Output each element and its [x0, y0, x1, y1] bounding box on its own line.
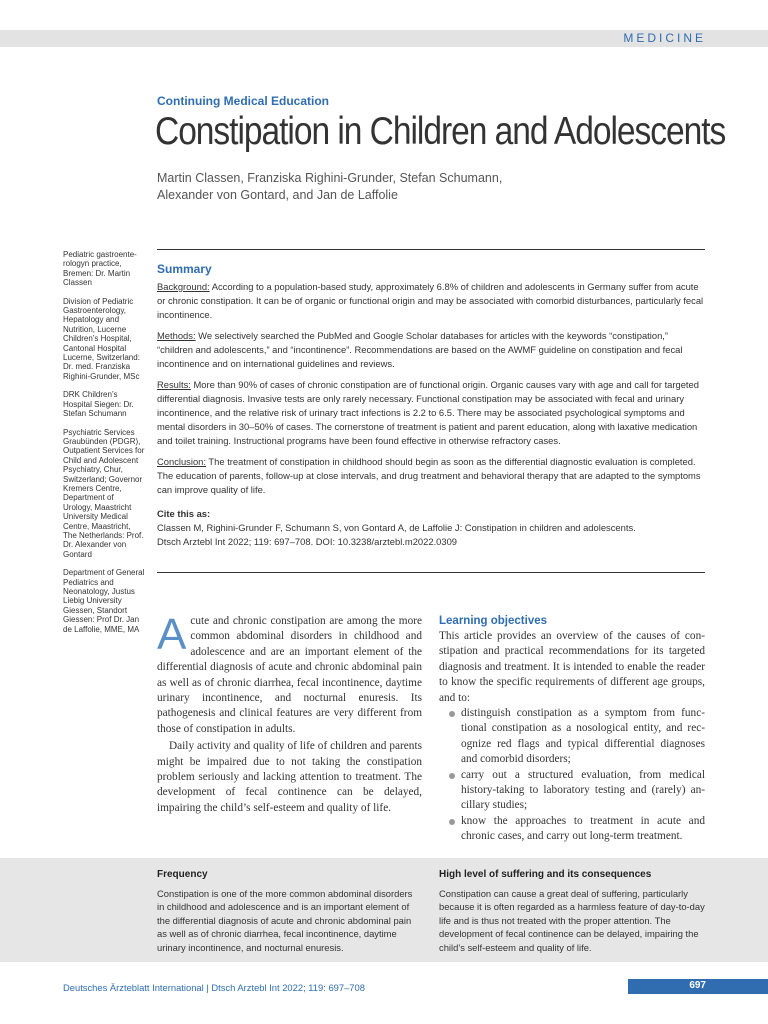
footer-citation: Dtsch Arztebl Int 2022; 119: 697–708 [211, 982, 365, 993]
intro-paragraph [157, 610, 422, 737]
body-paragraph: Daily activity and quality of life of children and parents might be impaired due to not taking the constipation problem seriously and lacking attention to treatment. The development of fecal continence can be delayed, impairing the child’s self-esteem and quality of life. [157, 740, 422, 814]
results-text: More than 90% of cases of chronic constipation are of functional origin. Organic causes vary with age and call for targeted differential diagnosis. Invasive tests are only rarely necessary. Functional constipation may be associated with fecal and urinary incontinence, and the relative risk of urinary tract infections is 2.2 to 6.5. There may be associated psychological symptoms and mental disorders in 30–50% of cases. The cornerstone of treatment is patient and parent education, along with laxative medication and toilet training. Instructional programs have been found effective in otherwise refractory cases. [157, 379, 699, 446]
affiliation: Psychiatric Services Graubünden (PDGR), Outpatient Services for Child and Adolescent Psychiatry, Chur, Switzerland; Governor Kremers Centre, Department of Urology, Maastricht University Medical Centre, Maastricht, The Netherlands: Prof. Dr. Alexander von Gontard [63, 427, 145, 559]
affiliation: DRK Children’s Hospital Siegen: Dr. Stefan Schumann [63, 390, 134, 419]
bullet-icon [449, 819, 455, 825]
frequency-title: Frequency [157, 869, 208, 880]
footer-separator: | [206, 982, 209, 993]
affiliation: Department of General Pediatrics and Neonatology, Justus Liebig University Giessen, Standort Giessen: Prof Dr. Jan de Laffolie, MME, MA [63, 568, 145, 634]
list-item [461, 814, 705, 845]
conclusion-text: The treatment of constipation in childhood should begin as soon as the differential diagnostic evaluation is completed. The education of parents, follow-up at close intervals, and drug treatment and behavioral therapy that are adapted to the symptoms can improve quality of life. [157, 456, 701, 495]
frequency-text: Constipation is one of the more common abdominal disorders in childhood and adolescence and is an important element of the differential diagnosis of acute and chronic abdominal pain as well as of chronic diarrhea, fecal incontinence, daytime urinary incontinence, and nocturnal enuresis. [157, 887, 413, 953]
summary-abstract [157, 280, 705, 549]
learning-objectives-list [439, 706, 705, 845]
cite-line-1: Classen M, Righini-Grunder F, Schumann S, von Gontard A, de Laffolie J: Constipation in children and adolescents. [157, 522, 636, 533]
series-label: Continuing Medical Education [157, 94, 329, 108]
objective-text: distinguish constipation as a symptom from functional constipation as a nosological entity, and recognize red flags and typical differential diagnoses and comorbid disorders; [461, 707, 705, 766]
suffering-text: Constipation can cause a great deal of suffering, particularly because it is often regarded as a harmless feature of day-to-day life and is thus not treated with the proper attention. The development of fecal continence can be delayed, impairing the child’s self-esteem and quality of life. [439, 887, 705, 953]
affiliation: Division of Pediatric Gastroenterology, Hepatology and Nutrition, Lucerne Children’s Hospital, Cantonal Hospital Lucerne, Switzerland: Dr. med. Franziska Righini-Grunder, MSc [63, 296, 140, 381]
footer-journal: Deutsches Ärzteblatt International [63, 982, 204, 993]
learning-objectives-title: Learning objectives [439, 615, 548, 627]
summary-top-rule [157, 249, 705, 250]
summary-results [157, 378, 705, 448]
page-number-box [628, 979, 768, 994]
background-text: According to a population-based study, approximately 6.8% of children and adolescents in Germany suffer from acute or chronic constipation. It can be of organic or functional origin and may be associated with comorbid disturbances, particularly fecal incontinence. [157, 281, 704, 320]
authors-line-1: Martin Classen, Franziska Righini-Grunder, Stefan Schumann, [157, 171, 503, 185]
summary-background [157, 280, 705, 322]
author-list [157, 170, 677, 204]
objective-text: carry out a structured evaluation, from medical history-taking to laboratory testing and (rarely) ancillary studies; [461, 768, 705, 812]
suffering-box [439, 868, 705, 954]
summary-conclusion [157, 455, 705, 497]
cite-label: Cite this as: [157, 508, 211, 519]
affiliations-sidebar [63, 250, 145, 643]
page-footer [63, 982, 365, 993]
conclusion-label: Conclusion: [157, 456, 206, 467]
section-label: MEDICINE [623, 31, 706, 45]
suffering-title: High level of suffering and its consequences [439, 869, 652, 880]
list-item [461, 706, 705, 768]
body-column-left [157, 610, 422, 816]
summary-title: Summary [157, 262, 212, 276]
intro-text: cute and chronic constipation are among the more common abdominal disorders in childhood and adolescence and are an important element of the differential diagnosis of acute and chronic abdominal pain as well as of chronic diarrhea, fecal incontinence, daytime urinary incontinence, and nocturnal enuresis. Its pathogenesis and clinical features are very different from those of constipation in adults. [157, 615, 422, 735]
frequency-box [157, 868, 422, 954]
results-label: Results: [157, 379, 191, 390]
section-header-bar [0, 30, 768, 47]
list-item [461, 768, 705, 814]
affiliation: Pediatric gastroenterologyn practice, Bremen: Dr. Martin Classen [63, 250, 137, 288]
summary-bottom-rule [157, 572, 705, 573]
article-title: Constipation in Children and Adolescents [155, 110, 726, 153]
bullet-icon [449, 773, 455, 779]
methods-label: Methods: [157, 330, 196, 341]
summary-methods [157, 329, 705, 371]
bullet-icon [449, 711, 455, 717]
drop-cap: A [157, 610, 187, 659]
learning-objectives-intro: This article provides an overview of the causes of constipation and practical recommendations for its targeted diagnosis and treatment. It is intended to enable the reader to know the specific requirements of different age groups, and to: [439, 630, 705, 704]
authors-line-2: Alexander von Gontard, and Jan de Laffolie [157, 188, 398, 202]
cite-line-2: Dtsch Arztebl Int 2022; 119: 697–708. DOI: 10.3238/arztebl.m2022.0309 [157, 536, 458, 547]
objective-text: know the approaches to treatment in acute and chronic cases, and carry out long-term treatment. [461, 814, 705, 843]
page-number: 697 [689, 980, 706, 991]
body-column-right [439, 614, 705, 845]
methods-text: We selectively searched the PubMed and Google Scholar databases for articles with the keywords “constipation,” “children and adolescents,” and “incontinence”. Recommendations are based on the AWMF guideline on constipation and fecal incontinence and on international guidelines and reviews. [157, 330, 683, 369]
background-label: Background: [157, 281, 210, 292]
